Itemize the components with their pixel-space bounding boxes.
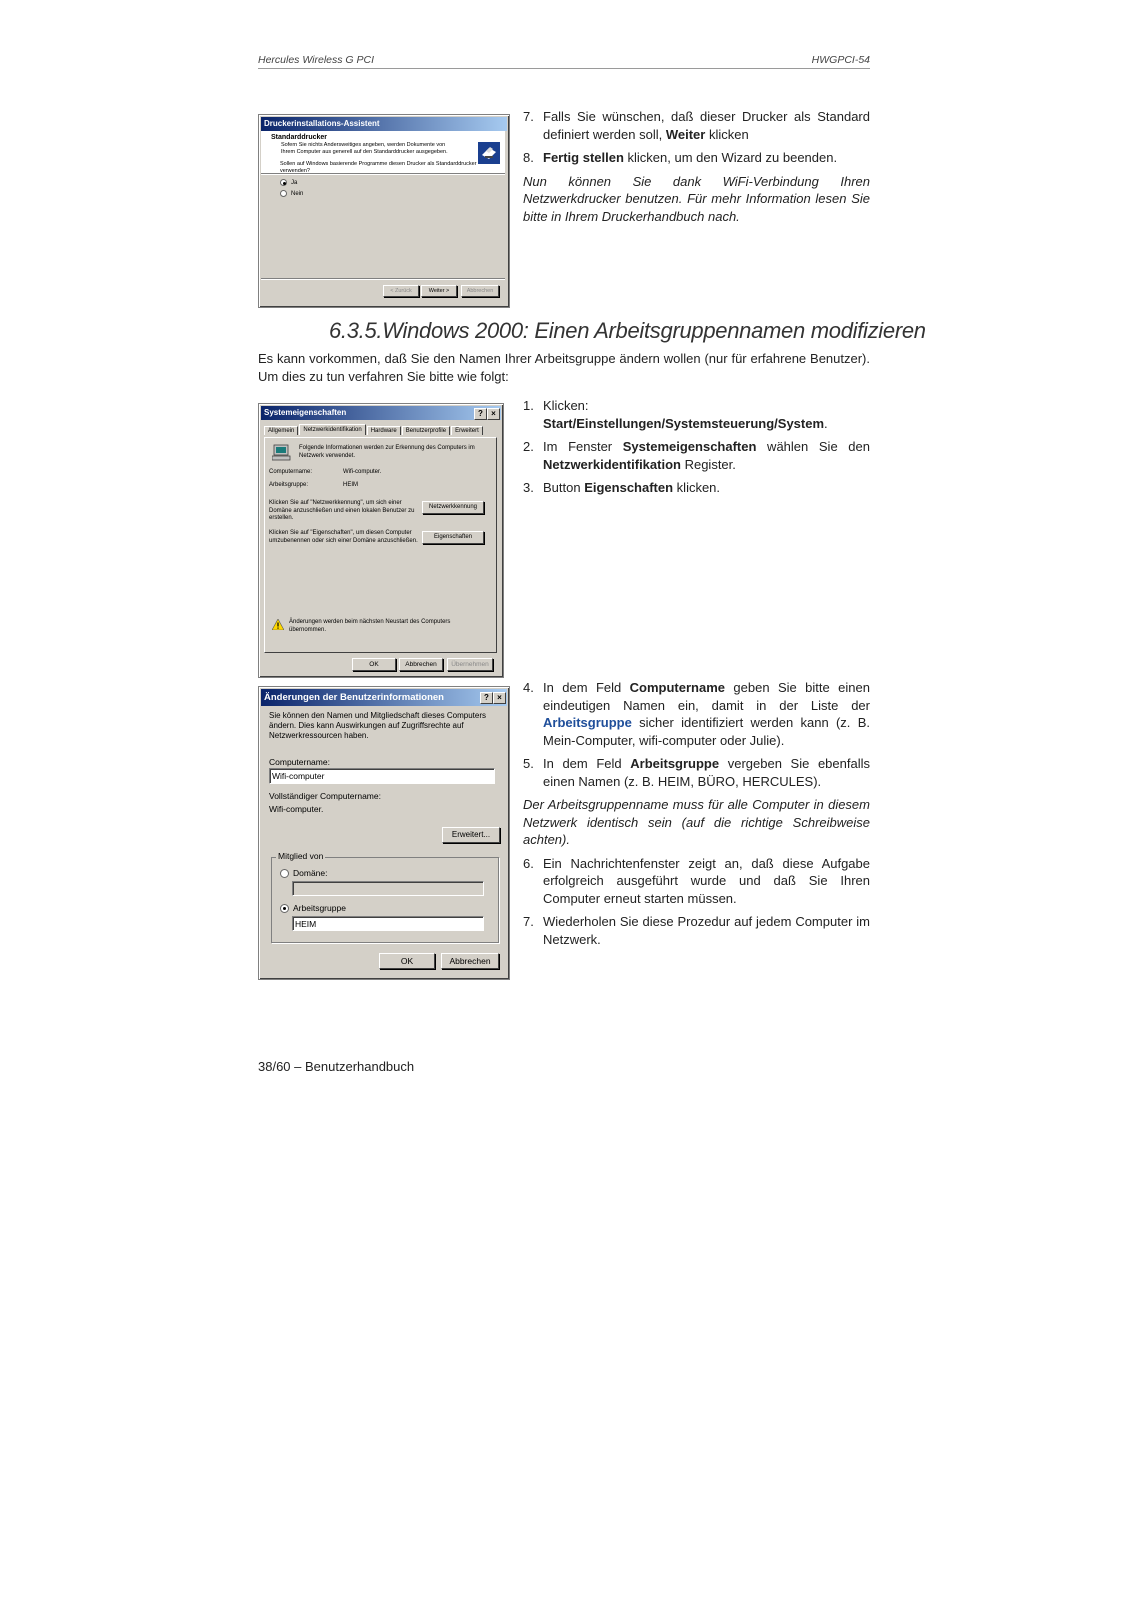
radio-yes[interactable] [280,179,297,186]
step-7-wizard: 7. Falls Sie wünschen, daß dieser Drucker als Standard definiert werden soll, Weiter klicken [523,109,870,142]
ok-button[interactable]: OK [379,953,435,969]
page-footer: 38/60 – Benutzerhandbuch [258,1059,415,1074]
computer-icon [272,444,292,462]
workgroup-input[interactable]: HEIM [292,916,484,931]
printer-wizard-dialog [258,114,510,308]
close-icon[interactable]: × [487,408,500,420]
header-left: Hercules Wireless G PCI [258,54,375,66]
section-title: 6.3.5.Windows 2000: Einen Arbeitsgruppennamen modifizieren [329,318,926,343]
block1-note: Nun können Sie dank WiFi-Verbindung Ihren Netzwerkdrucker benutzen. Für mehr Information lesen Sie bitte in Ihrem Druckerhandbuch nach. [523,173,870,224]
section-intro: Es kann vorkommen, daß Sie den Namen Ihrer Arbeitsgruppe ändern wollen (nur für erfahrene Benutzer). Um dies zu tun verfahren Sie bitte wie folgt: [258,351,870,384]
step-4: 4. In dem Feld Computername geben Sie bitte einen eindeutigen Namen ein, damit in der Liste der Arbeitsgruppe sicher identifiziert werden kann (z. B. Mein-Computer, wifi-computer oder Julie). [523,680,870,748]
workgroup-value: HEIM [343,482,358,488]
radio-domain-label: Domäne: [293,868,328,878]
step-1: 1. Klicken: Start/Einstellungen/Systemsteuerung/System. [523,398,828,431]
computer-name-label: Computername: [269,469,313,475]
network-id-text: Klicken Sie auf "Netzwerkkennung", um sich einer Domäne anzuschließen und einen lokalen Benutzer zu erstellen. [269,500,415,521]
next-button[interactable]: Weiter > [421,285,457,297]
tab-general[interactable]: Allgemein [264,426,298,435]
step-7: 7. Wiederholen Sie diese Prozedur auf jedem Computer im Netzwerk. [523,914,870,947]
step-8-wizard: 8. Fertig stellen klicken, um den Wizard zu beenden. [523,150,838,165]
properties-button[interactable]: Eigenschaften [422,531,484,544]
printer-wizard-heading: Standarddrucker [271,134,328,141]
block3-text [523,679,870,954]
restart-warning: Änderungen werden beim nächsten Neustart des Computers übernommen. [289,619,451,633]
network-info-text: Folgende Informationen werden zur Erkennung des Computers im Netzwerk verwendet. [299,445,475,459]
radio-domain[interactable] [280,868,328,879]
system-properties-tabs [264,424,483,435]
radio-yes-label: Ja [291,180,298,187]
user-info-titlebar: Änderungen der Benutzerinformationen ? × [261,689,507,706]
block1-text [523,108,870,225]
user-info-dialog [258,686,510,980]
apply-button[interactable]: Übernehmen [447,658,493,671]
tab-profiles[interactable]: Benutzerprofile [402,426,450,435]
step-3: 3. Button Eigenschaften klicken. [523,480,721,495]
block2-text [523,397,870,503]
printer-wizard-titlebar: Druckerinstallations-Assistent [261,117,507,131]
advanced-button[interactable]: Erweitert... [442,827,500,843]
full-name-value: Wifi-computer. [269,804,324,814]
tab-network-id[interactable]: Netzwerkidentifikation [299,424,365,435]
step-2: 2. Im Fenster Systemeigenschaften wählen Sie den Netzwerkidentifikation Register. [523,439,870,472]
workgroup-label: Arbeitsgruppe: [269,482,309,488]
step-5: 5. In dem Feld Arbeitsgruppe vergeben Sie ebenfalls einen Namen (z. B. HEIM, BÜRO, HERCULES). [523,756,870,789]
system-properties-titlebar: Systemeigenschaften ? × [261,406,501,420]
cancel-button[interactable]: Abbrechen [441,953,499,969]
system-properties-dialog [258,403,504,678]
member-of-groupbox [271,851,499,943]
printer-wizard-footer-separator [261,278,505,280]
computer-name-value: Wifi-computer. [343,469,382,475]
radio-workgroup-label: Arbeitsgruppe [293,903,346,913]
header-rule [258,68,870,69]
step-6: 6. Ein Nachrichtenfenster zeigt an, daß diese Aufgabe erfolgreich ausgeführt wurde und daß Sie Ihren Computer erneut starten müssen. [523,855,870,906]
help-icon[interactable]: ? [474,408,487,420]
radio-no-label: Nein [291,191,304,198]
computer-name-input[interactable]: Wifi-computer [269,768,495,784]
member-of-label: Mitglied von [278,851,324,861]
full-name-label: Vollständiger Computername: [269,791,381,801]
warning-icon [272,619,284,630]
tab-hardware[interactable]: Hardware [367,426,401,435]
help-icon[interactable]: ? [480,692,493,704]
tab-advanced[interactable]: Erweitert [451,426,483,435]
tab-panel [264,437,497,653]
printer-wizard-question: Sollen auf Windows basierende Programme diesen Drucker als Standarddrucker verwenden? [280,161,477,174]
user-info-description: Sie können den Namen und Mitgliedschaft dieses Computers ändern. Dies kann Auswirkungen auf Zugriffsrechte auf Netzwerkressourcen haben. [269,711,487,740]
cancel-button[interactable]: Abbrechen [461,285,499,297]
close-icon[interactable]: × [493,692,506,704]
printer-icon [477,141,501,165]
back-button[interactable]: < Zurück [383,285,419,297]
radio-workgroup[interactable] [280,903,346,914]
domain-input[interactable] [292,881,484,896]
ok-button[interactable]: OK [352,658,396,671]
header-right: HWGPCI-54 [811,54,870,66]
radio-no[interactable] [280,190,303,197]
cancel-button[interactable]: Abbrechen [399,658,443,671]
printer-wizard-subtitle: Sofern Sie nichts Andersweitiges angeben, werden Dokumente von Ihrem Computer aus generell auf den Standarddrucker ausgegeben. [281,142,448,155]
block3-note: Der Arbeitsgruppenname muss für alle Computer in diesem Netzwerk identisch sein (auf die richtige Schreibweise achten). [523,797,870,847]
network-id-button[interactable]: Netzwerkkennung [422,501,484,514]
properties-text: Klicken Sie auf "Eigenschaften", um diesen Computer umzubenennen oder sich einer Domäne anzuschließen. [269,530,418,544]
computer-name-label: Computername: [269,757,330,767]
